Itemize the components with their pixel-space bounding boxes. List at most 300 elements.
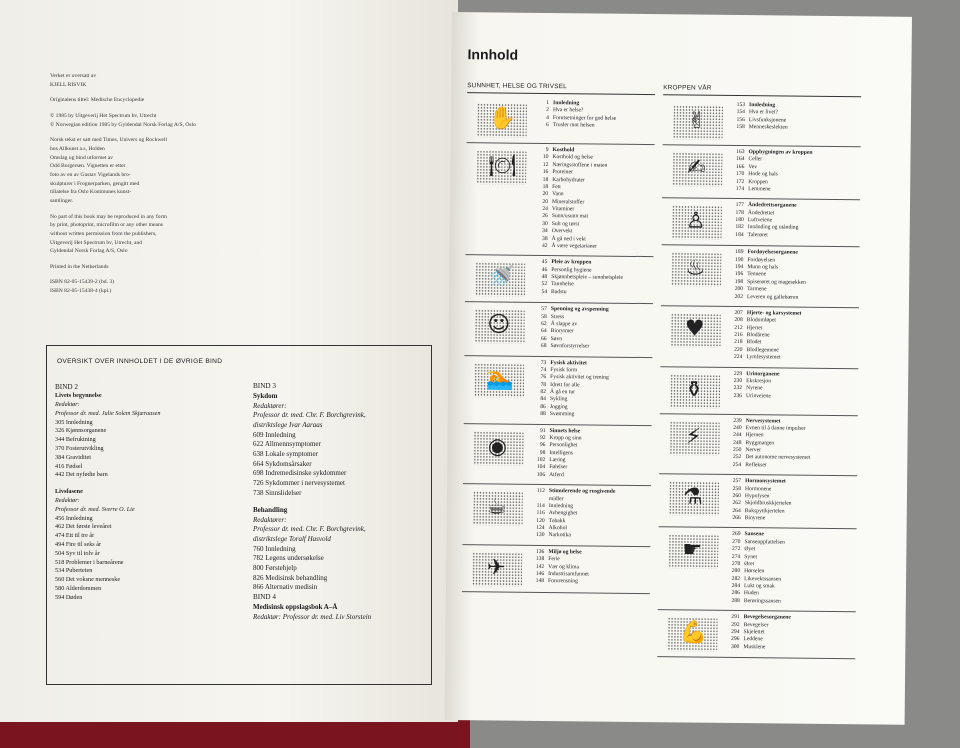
toc-title: Personlighet	[549, 442, 578, 449]
toc-title: Forutsetninger for god helse	[552, 114, 617, 122]
toc-entry	[657, 610, 855, 659]
section-rule	[467, 92, 655, 95]
imprint-paragraph	[50, 278, 350, 295]
page-number: 198	[734, 278, 744, 285]
imprint-paragraph	[50, 263, 350, 272]
imprint-paragraph	[50, 96, 350, 105]
toc-title: Følelser	[549, 464, 568, 471]
toc-title: Trusler mot helsen	[552, 122, 595, 129]
toc-title: Urinorganene	[746, 370, 780, 377]
page-number: 166	[735, 163, 745, 170]
chapter-item: 534 Puberteten	[55, 567, 93, 575]
editor-line: distriktslege Ivar Aaraas	[253, 420, 323, 429]
toc-line	[534, 243, 654, 252]
toc-title: Likevektssansen	[744, 575, 782, 583]
imprint-line: No part of this book may be reproduced in any form	[50, 213, 167, 220]
toc-title: Proteiner	[552, 169, 573, 176]
page-number: 178	[735, 209, 744, 216]
illustration	[475, 310, 525, 345]
illustration	[673, 105, 723, 140]
toc-title: Hjernen	[745, 432, 764, 439]
page-number: 30	[542, 220, 548, 227]
toc-entry	[463, 424, 652, 487]
editor-line: Redaktør:	[55, 496, 80, 504]
toc-title: Musklene	[743, 643, 766, 650]
page-number: 66	[540, 335, 547, 342]
chapter-item: 800 Førstehjelp	[253, 564, 297, 573]
page-number: 34	[542, 228, 548, 235]
toc-title: Livsfunksjonene	[748, 116, 787, 124]
toc-lines	[532, 359, 653, 419]
page-number: 270	[732, 538, 741, 545]
page-number: 74	[540, 366, 547, 373]
chapter-item: 326 Kjønnsorganene	[55, 427, 107, 435]
toc-title: Tarmene	[747, 286, 767, 293]
illustration-icon: ✋	[488, 106, 517, 132]
imprint-text	[50, 72, 350, 303]
toc-lines	[531, 427, 652, 480]
toc-title: Ferie	[548, 556, 560, 563]
page-number: 142	[535, 563, 545, 570]
toc-line	[535, 122, 655, 131]
page-number: 4	[546, 114, 549, 121]
page-number: 258	[732, 485, 742, 492]
volume-subject: Sykdom	[253, 391, 278, 400]
toc-title: Narkotika	[548, 532, 571, 539]
toc-title: Søvnforstyrrelser	[550, 343, 590, 350]
page-number: 224	[733, 354, 743, 361]
toc-title: Huden	[743, 590, 759, 597]
toc-title: Åndedrettsorganene	[747, 202, 797, 209]
toc-title: Vev	[748, 163, 758, 170]
overview-column-volume-3-4	[253, 382, 429, 622]
editor-line: distriktslege Toralf Hasvold	[253, 535, 331, 544]
page-number: 189	[735, 249, 744, 256]
illustration-icon: ✌	[687, 108, 707, 134]
toc-title: Å gå en tur	[549, 389, 576, 396]
imprint-line: Gyldendal Norsk Forlag A/S, Oslo	[50, 248, 128, 255]
imprint-line: tillatelse fra Oslo Kommunes kunst-	[50, 189, 132, 196]
toc-entry	[658, 528, 857, 613]
toc-entry	[663, 98, 861, 147]
chapter-item: 518 Problemer i barneårene	[55, 558, 124, 566]
page-number: 194	[734, 263, 744, 271]
page-number: 104	[536, 464, 546, 471]
page-number: 300	[730, 643, 740, 650]
toc-title: Industrisamfunnet	[548, 570, 589, 578]
toc-title: Svømming	[549, 411, 575, 418]
page-number: 286	[731, 590, 740, 597]
page-number: 68	[540, 343, 547, 350]
illustration	[477, 103, 527, 138]
toc-title: Fysisk form	[550, 366, 578, 374]
toc-title: Evnen til å danne impulser	[745, 424, 806, 432]
toc-title: Innledning	[749, 102, 776, 109]
page-number: 42	[541, 242, 548, 249]
toc-line	[727, 515, 857, 524]
page-number: 288	[731, 597, 740, 604]
imprint-paragraph	[50, 112, 350, 129]
page-number: 124	[536, 524, 545, 531]
toc-title: Kropp og sinn	[549, 434, 582, 442]
toc-title: Sunn/usunn mat	[551, 213, 589, 220]
toc-entry	[462, 545, 650, 594]
toc-title: Leddene	[743, 636, 763, 643]
illustration-icon: 💪	[679, 620, 708, 646]
toc-title: Badstu	[551, 288, 567, 295]
toc-title: Lymfesystemet	[746, 354, 781, 361]
illustration	[473, 431, 523, 466]
toc-title: Ryggmargen	[745, 439, 775, 447]
toc-lines	[726, 531, 857, 606]
toc-title: Hva er helse?	[552, 107, 584, 114]
toc-title: Avhengighet	[548, 510, 578, 517]
toc-title: Bevegelser	[743, 621, 769, 628]
page-number: 136	[535, 548, 545, 555]
page-number: 2	[546, 107, 550, 114]
page-number: 18	[542, 176, 549, 183]
page-number: 12	[542, 161, 549, 168]
page-number: 170	[735, 171, 745, 178]
imprint-line: ISBN 82-05-15438-4 (kpl.)	[50, 288, 112, 295]
toc-entry	[659, 414, 858, 477]
toc-lines	[530, 488, 651, 541]
page-number: 244	[733, 432, 742, 439]
page-number: 156	[736, 116, 745, 123]
page-number: 48	[541, 273, 548, 281]
volume-subject: Medisinsk oppslagsbok A–Å	[253, 603, 338, 611]
page-number: 180	[735, 216, 744, 224]
toc-lines	[533, 259, 653, 298]
toc-title: Berøringssansen	[743, 597, 781, 605]
toc-title: Reflekser	[745, 461, 767, 469]
page-number: 296	[731, 636, 740, 643]
imprint-line: skulpturer i Frognerparken, gengitt med	[50, 180, 140, 187]
chapter-item: 344 Befruktning	[55, 436, 96, 444]
page-number: 236	[733, 392, 743, 399]
page-number: 98	[539, 449, 546, 456]
toc-title: Personlig hygiene	[551, 266, 592, 274]
toc-lines	[532, 306, 652, 352]
toc-title: Mineralstoffer	[551, 198, 585, 206]
toc-title: Hormonsystemet	[745, 478, 786, 485]
volume-label: BIND 2	[55, 383, 78, 391]
toc-lines	[730, 202, 860, 241]
chapter-item: 782 Legens undersøkelse	[253, 554, 324, 563]
toc-title: Intelligens	[549, 449, 574, 456]
toc-title: Å slappe av	[550, 321, 578, 328]
toc-title: Tobakk	[548, 517, 566, 524]
volume-label: BIND 3	[253, 382, 276, 390]
toc-lines	[728, 310, 859, 363]
toc-line	[533, 289, 653, 298]
toc-title: Søvn	[550, 335, 563, 342]
page-number: 88	[540, 411, 546, 418]
toc-entry	[659, 474, 858, 529]
imprint-paragraph	[50, 136, 350, 205]
toc-title: Innledning	[553, 100, 580, 107]
toc-entry	[464, 356, 653, 426]
illustration-icon: ♥	[684, 316, 705, 342]
page-number: 282	[731, 575, 741, 582]
page-number: 16	[542, 169, 549, 176]
chapter-item: 305 Innledning	[55, 418, 93, 426]
toc-lines	[731, 102, 861, 141]
page-number: 184	[735, 231, 744, 238]
chapter-item: 474 Ett til tre år	[55, 532, 95, 540]
toc-title: Spenning og avspenning	[550, 306, 609, 313]
page-number	[531, 495, 545, 503]
toc-title: Urinveiene	[745, 392, 771, 399]
toc-lines	[727, 478, 857, 524]
imprint-paragraph	[50, 213, 350, 256]
toc-title: Fordøyelsen	[747, 256, 776, 264]
toc-line	[730, 186, 860, 195]
toc-title: Fordøyelsesorganene	[747, 249, 798, 256]
toc-title: Stimulerende og rusgivende	[548, 488, 616, 495]
illustration	[670, 374, 720, 409]
editor-line: Redaktører:	[253, 515, 287, 524]
page-number: 92	[539, 434, 546, 441]
page-number: 26	[542, 213, 548, 220]
toc-title: Ekskresjon	[746, 377, 772, 385]
page-number: 114	[536, 502, 545, 509]
chapter-item: 609 Innledning	[253, 430, 296, 439]
illustration-icon: ⚱	[684, 376, 704, 403]
page-number: 146	[535, 570, 545, 577]
page-number: 257	[732, 478, 742, 485]
illustration-icon: ☺	[487, 312, 511, 338]
toc-entry	[660, 306, 859, 369]
toc-title: Biorytmer	[550, 328, 574, 335]
page-number: 274	[731, 553, 741, 560]
imprint-line: Printed in the Netherlands	[50, 263, 109, 270]
toc-title: Munn og hals	[747, 264, 779, 271]
page-number: 18	[542, 183, 549, 190]
toc-entry	[462, 484, 651, 547]
page-number: 96	[539, 442, 546, 449]
toc-line	[532, 343, 652, 352]
page-number: 200	[734, 286, 744, 293]
toc-title: Oppbygningen av kroppen	[748, 149, 813, 156]
page-number: 272	[731, 546, 741, 553]
imprint-line: © 1985 by Uitgeverij Het Spectrum bv, Utrecht	[50, 112, 157, 119]
chapter-item: 622 Allmennsymptomer	[253, 440, 321, 449]
toc-title: Det autonome nervesystemet	[745, 454, 811, 462]
page-number: 264	[732, 507, 741, 514]
illustration	[476, 150, 526, 185]
toc-title: Skjelettet	[743, 628, 765, 636]
imprint-line: Originalens tittel: Medische Encyclopedie	[50, 97, 145, 104]
page-number: 229	[733, 370, 743, 377]
toc-line	[728, 354, 858, 363]
toc-title: Blodlegemene	[746, 346, 779, 354]
toc-title: Innånding og utånding	[747, 224, 799, 232]
illustration-icon: ☕	[486, 494, 507, 520]
illustration-icon: ⚡	[685, 423, 702, 450]
page-number: 58	[541, 313, 547, 320]
illustration-icon: ✍	[687, 155, 706, 181]
imprint-line: Omslag og bind utformet av	[50, 154, 114, 161]
toc-title: Luftveiene	[747, 217, 773, 224]
toc-title: Spiserøret og magesekken	[747, 278, 806, 286]
editor-line: Professor dr. med. Julie Solem Skjæraasen	[55, 409, 161, 417]
left-page	[0, 0, 458, 722]
page-number: 240	[733, 424, 742, 431]
toc-title: Skjønnhetspleie – sunnhetspleie	[551, 274, 624, 281]
toc-title: Atferd	[549, 471, 564, 478]
toc-title: Tannhelse	[551, 281, 574, 288]
page-number: 57	[541, 306, 547, 313]
imprint-line: without written permission from the publishers,	[50, 230, 157, 237]
page-number: 20	[542, 198, 549, 205]
toc-title: Alkohol	[548, 525, 567, 532]
editor-line: Professor dr. med. Sverre O. Lie	[55, 505, 135, 513]
toc-title: Stress	[550, 313, 565, 320]
page-number: 163	[736, 148, 745, 156]
page-number: 76	[540, 374, 547, 381]
volume-subject: Livsfasene	[55, 488, 83, 496]
illustration	[671, 313, 721, 348]
imprint-line: hos Allkunst a.s, Holden	[50, 145, 105, 152]
illustration-icon: ♙	[685, 208, 706, 234]
toc-line	[530, 532, 650, 541]
page-number: 78	[540, 381, 547, 388]
page-number: 250	[733, 446, 742, 454]
toc-title: Sanseoppfattelsen	[744, 538, 785, 546]
illustration	[472, 552, 522, 587]
toc-line	[725, 644, 855, 653]
toc-title: Fett	[552, 183, 561, 191]
toc-title: Sykling	[549, 396, 568, 403]
page-number: 64	[541, 328, 547, 335]
page-number: 112	[536, 488, 546, 495]
page-number: 46	[541, 266, 548, 273]
toc-lines	[729, 249, 860, 302]
page-number: 284	[731, 582, 741, 590]
illustration-icon: ✈	[486, 555, 506, 581]
page-number: 292	[731, 621, 740, 628]
toc-lines	[727, 417, 858, 470]
toc-title: Fysisk aktivitet	[550, 359, 587, 366]
toc-entry	[465, 143, 654, 257]
illustration	[672, 206, 722, 241]
page-number: 280	[731, 568, 741, 575]
toc-entry	[467, 96, 655, 145]
page-title: Innhold	[467, 46, 519, 63]
toc-line	[532, 411, 652, 420]
chapter-item: 560 Det voksne menneske	[55, 576, 121, 584]
volume-overview-box	[46, 345, 432, 685]
chapter-item: 866 Alternativ medisin	[253, 583, 318, 592]
toc-title: Idrett for alle	[550, 381, 580, 388]
toc-lines	[725, 614, 855, 653]
page-number: 153	[736, 101, 746, 109]
page-number: 202	[734, 293, 744, 300]
toc-title: Hva er livet?	[748, 109, 778, 116]
page-number: 10	[542, 154, 549, 161]
page-number: 294	[731, 628, 740, 635]
page-number: 177	[735, 202, 745, 209]
toc-entry	[465, 255, 653, 304]
editor-line: Redaktører:	[253, 401, 287, 410]
page-number: 248	[733, 439, 742, 446]
imprint-line: Uitgeverij Het Spectrum bv, Utrecht, and	[50, 239, 143, 246]
toc-title: Talerøret	[747, 231, 768, 239]
illustration-icon: ☛	[682, 537, 703, 564]
toc-title: Åndedrettet	[747, 209, 775, 217]
page-number: 24	[542, 205, 548, 213]
chapter-item: 580 Alderdommen	[55, 584, 102, 592]
page-number: 9	[545, 146, 549, 154]
imprint-line: Odd Borgersen. Vignetten er etter	[50, 163, 126, 170]
section-rule	[663, 94, 861, 97]
volume-subject: Behandling	[253, 506, 288, 515]
toc-title: Menneskeslekten	[748, 124, 788, 131]
chapter-item: 738 Sinnslidelser	[253, 488, 302, 497]
page-number: 260	[732, 492, 741, 499]
toc-line	[531, 472, 651, 481]
toc-line	[727, 462, 857, 471]
page-number: 84	[540, 396, 546, 403]
toc-title: midler	[548, 495, 564, 502]
toc-title: Bukspyttkjertelen	[744, 507, 785, 515]
toc-title: Leveren og gallebæren	[747, 293, 799, 301]
toc-line	[728, 393, 858, 402]
volume-label: BIND 4	[253, 593, 276, 602]
page-number: 172	[735, 178, 745, 185]
illustration	[671, 253, 721, 288]
chapter-item: 462 Det første leveåret	[55, 523, 112, 531]
toc-lines	[730, 149, 860, 195]
toc-title: Sinnets helse	[549, 427, 581, 434]
imprint-line: KJELL RISVIK	[50, 81, 87, 88]
page-number: 266	[732, 514, 741, 522]
toc-line	[729, 293, 859, 302]
toc-lines	[535, 100, 655, 139]
toc-line	[730, 232, 860, 241]
toc-title: Sansene	[744, 531, 764, 538]
toc-title: Bevegelsesorganene	[743, 614, 791, 621]
page-number: 278	[731, 560, 741, 567]
toc-title: Miljø og helse	[548, 548, 582, 556]
chapter-item: 698 Indremedisinske sykdommer	[253, 469, 347, 478]
toc-title: Næringsstoffene i maten	[552, 161, 608, 169]
toc-title: Vitaminer	[551, 206, 575, 213]
page-number: 138	[535, 556, 545, 563]
page-number: 20	[542, 191, 549, 198]
illustration	[669, 481, 719, 516]
spacer	[253, 498, 429, 506]
editor-line: Professor dr. med. Chr. F. Borchgrevink,	[253, 411, 366, 420]
page-number: 208	[734, 317, 743, 324]
chapter-item: 384 Graviditet	[55, 453, 91, 461]
toc-title: Celler	[748, 156, 763, 163]
page-number: 254	[732, 461, 742, 468]
page-number: 182	[735, 224, 744, 231]
toc-title: Innledning	[548, 502, 574, 510]
illustration	[473, 491, 523, 526]
toc-title: Pleie av kroppen	[551, 259, 592, 266]
chapter-item: 826 Medisinsk behandling	[253, 573, 328, 582]
toc-entry	[464, 302, 653, 357]
chapter-item: 664 Sykdomsårsaker	[253, 459, 312, 468]
chapter-item: 456 Innledning	[55, 514, 93, 522]
toc-title: Sult og tørst	[551, 220, 580, 228]
toc-title: Øyet	[744, 546, 756, 553]
overview-title: OVERSIKT OVER INNHOLDET I DE ØVRIGE BIND	[57, 358, 223, 365]
page-number: 220	[734, 346, 743, 353]
